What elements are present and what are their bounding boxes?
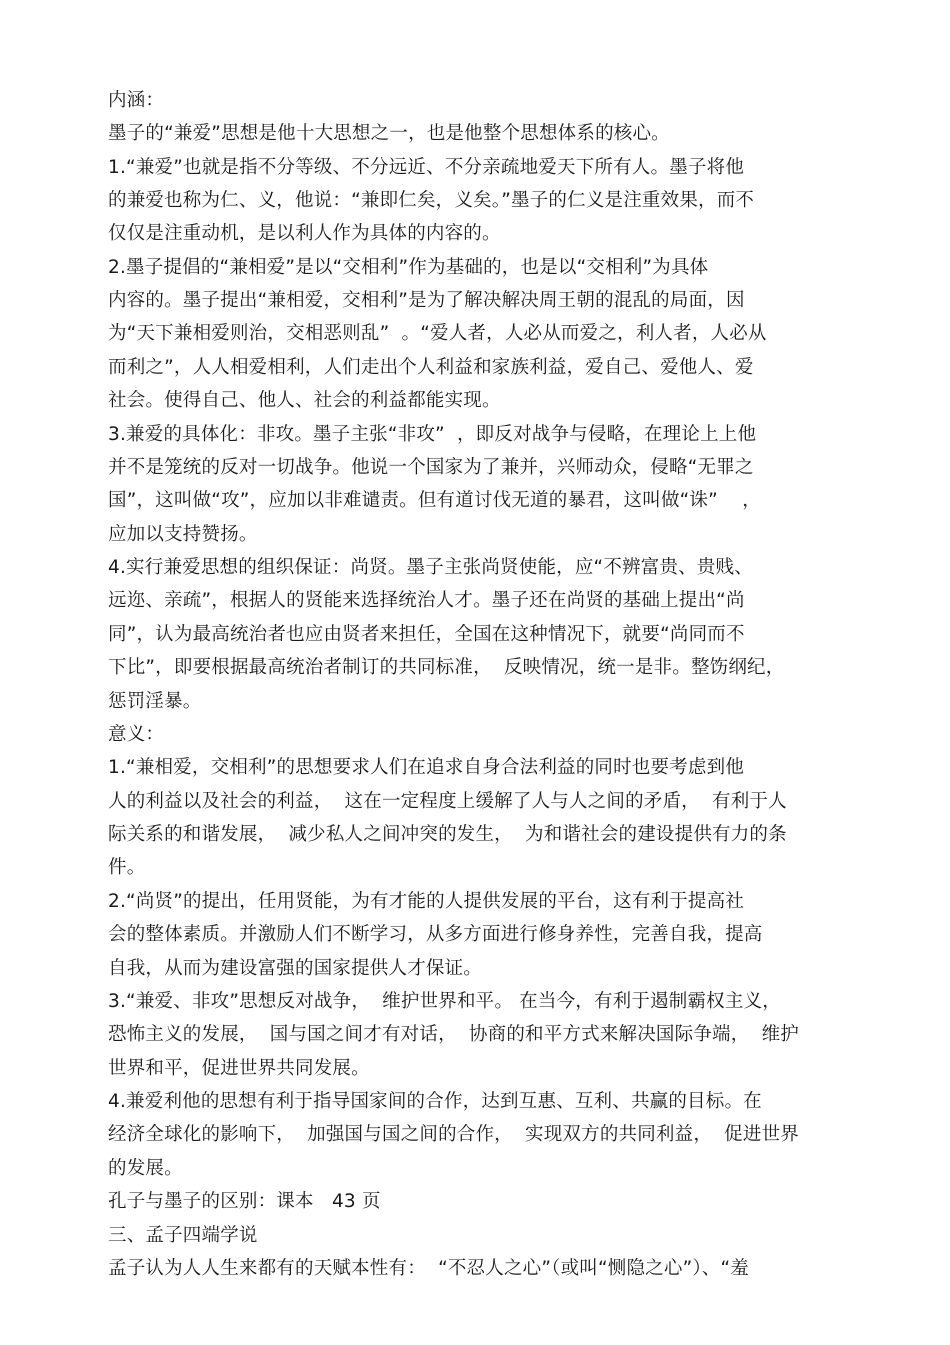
text-line: 世界和平，促进世界共同发展。 xyxy=(108,1058,370,1079)
text-line: 而利之”，人人相爱相利，人们走出个人利益和家族利益，爱自己、爱他人、爱 xyxy=(108,357,754,378)
text-line: 为“天下兼相爱则治，交相恶则乱” 。“爱人者，人必从而爱之，利人者，人必从 xyxy=(108,323,767,344)
text-line: 孔子与墨子的区别：课本 43 页 xyxy=(108,1191,381,1212)
text-line: 意义： xyxy=(108,724,165,745)
text-line: 并不是笼统的反对一切战争。他说一个国家为了兼并，兴师动众，侵略“无罪之 xyxy=(108,457,754,478)
text-line: 应加以支持赞扬。 xyxy=(108,524,258,545)
text-line: 1.“兼爱”也就是指不分等级、不分远近、不分亲疏地爱天下所有人。墨子将他 xyxy=(108,157,745,178)
text-line: 仅仅是注重动机，是以利人作为具体的内容的。 xyxy=(108,223,501,244)
text-line: 自我，从而为建设富强的国家提供人才保证。 xyxy=(108,958,483,979)
text-line: 内涵： xyxy=(108,90,165,111)
text-line: 下比”，即要根据最高统治者制订的共同标准， 反映情况，统一是非。整饬纲纪， xyxy=(108,657,785,678)
text-line: 远迩、亲疏”，根据人的贤能来选择统治人才。墨子还在尚贤的基础上提出“尚 xyxy=(108,590,745,611)
text-line: 3.“兼爱、非攻”思想反对战争， 维护世界和平。 在当今，有利于遏制霸权主义， xyxy=(108,991,781,1012)
text-line: 孟子认为人人生来都有的天赋本性有： “不忍人之心”（或叫“恻隐之心”）、“羞 xyxy=(108,1258,749,1279)
text-line: 惩罚淫暴。 xyxy=(108,691,202,712)
text-line: 的兼爱也称为仁、义，他说：“兼即仁矣，义矣。”墨子的仁义是注重效果，而不 xyxy=(108,190,755,211)
text-line: 人的利益以及社会的利益， 这在一定程度上缓解了人与人之间的矛盾， 有利于人 xyxy=(108,791,787,812)
text-line: 际关系的和谐发展， 减少私人之间冲突的发生， 为和谐社会的建设提供有力的条 xyxy=(108,824,787,845)
text-line: 4.实行兼爱思想的组织保证：尚贤。墨子主张尚贤使能，应“不辨富贵、贵贱、 xyxy=(108,557,753,578)
text-line: 1.“兼相爱，交相利”的思想要求人们在追求自身合法利益的同时也要考虑到他 xyxy=(108,757,745,778)
text-line: 的发展。 xyxy=(108,1158,183,1179)
text-line: 2.墨子提倡的“兼相爱”是以“交相利”作为基础的，也是以“交相利”为具体 xyxy=(108,257,709,278)
text-line: 墨子的“兼爱”思想是他十大思想之一，也是他整个思想体系的核心。 xyxy=(108,123,670,144)
text-line: 三、孟子四端学说 xyxy=(108,1225,258,1246)
text-line: 恐怖主义的发展， 国与国之间才有对话， 协商的和平方式来解决国际争端， 维护 xyxy=(108,1024,799,1045)
text-line: 4.兼爱利他的思想有利于指导国家间的合作，达到互惠、互利、共赢的目标。在 xyxy=(108,1091,762,1112)
text-line: 经济全球化的影响下， 加强国与国之间的合作， 实现双方的共同利益， 促进世界 xyxy=(108,1124,799,1145)
text-line: 内容的。墨子提出“兼相爱，交相利”是为了解决解决周王朝的混乱的局面，因 xyxy=(108,290,745,311)
text-line: 件。 xyxy=(108,857,146,878)
text-line: 2.“尚贤”的提出，任用贤能，为有才能的人提供发展的平台，这有利于提高社 xyxy=(108,891,745,912)
text-line: 会的整体素质。并激励人们不断学习，从多方面进行修身养性，完善自我，提高 xyxy=(108,924,763,945)
text-line: 同”，认为最高统治者也应由贤者来担任，全国在这种情况下，就要“尚同而不 xyxy=(108,624,745,645)
text-line: 3.兼爱的具体化：非攻。墨子主张“非攻” ，即反对战争与侵略，在理论上上他 xyxy=(108,424,757,445)
text-line: 国”，这叫做“攻”，应加以非难谴责。但有道讨伐无道的暴君，这叫做“诛” ， xyxy=(108,490,761,511)
text-line: 社会。使得自己、他人、社会的利益都能实现。 xyxy=(108,390,501,411)
